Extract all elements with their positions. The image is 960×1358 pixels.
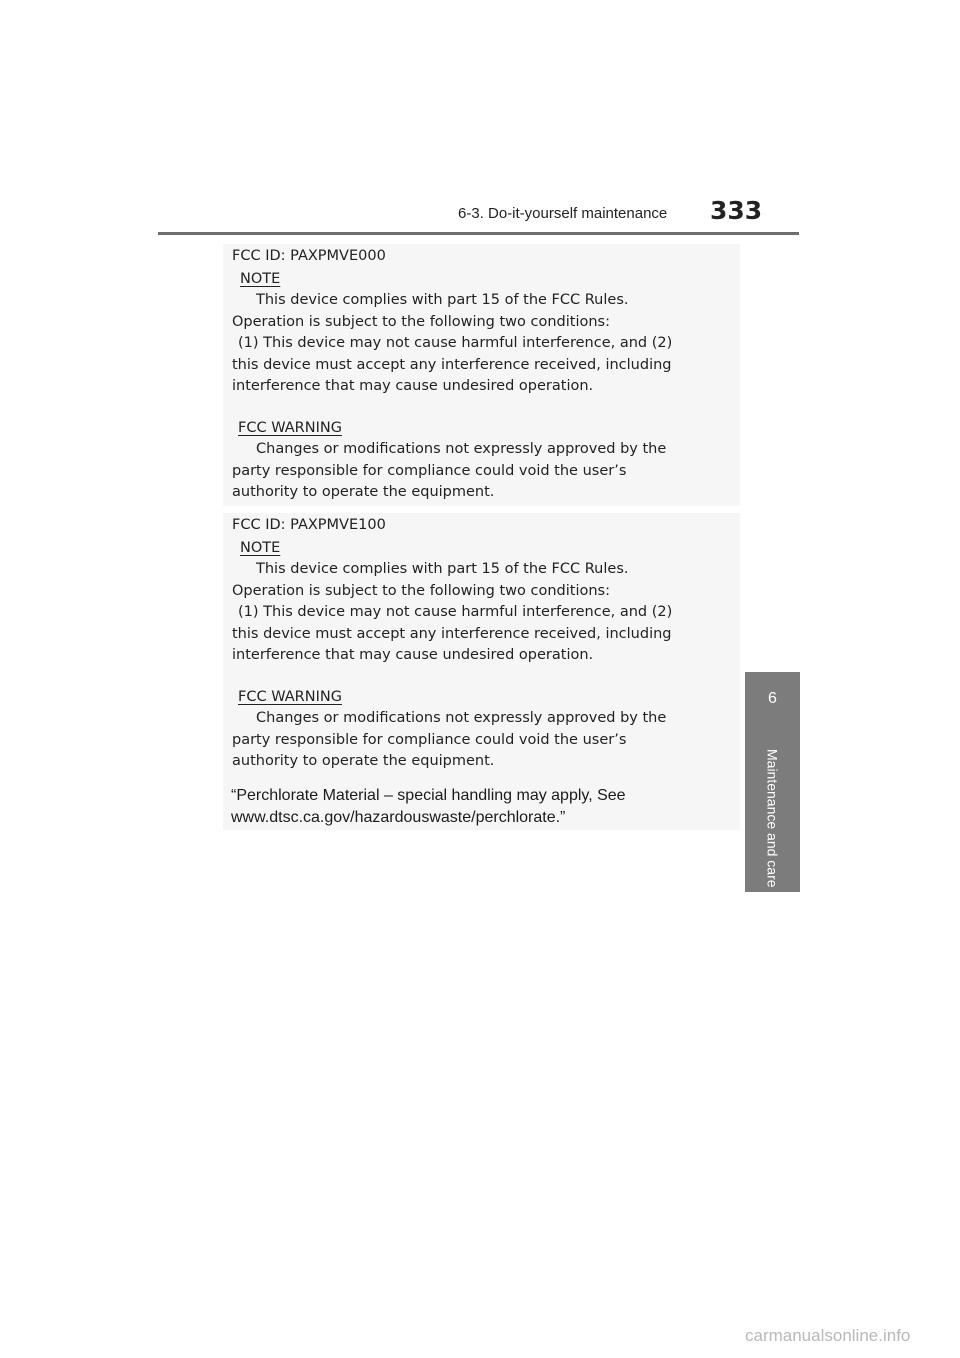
warning-line: authority to operate the equipment. [232,753,495,769]
note-line: Operation is subject to the following two conditions: [232,314,610,330]
note-heading: NOTE [240,271,281,287]
chapter-number: 6 [768,690,777,707]
note-line: interference that may cause undesired operation. [232,647,594,663]
warning-line: Changes or modifications not expressly approved by the [256,441,667,457]
note-line: This device complies with part 15 of the FCC Rules. [256,561,629,577]
warning-heading: FCC WARNING [238,689,342,705]
section-title: 6-3. Do-it-yourself maintenance [458,205,668,222]
chapter-label: Maintenance and care [764,749,781,888]
perchlorate-url: www.dtsc.ca.gov/hazardouswaste/perchlorate.” [231,809,566,826]
note-heading: NOTE [240,540,281,556]
note-line: interference that may cause undesired operation. [232,378,594,394]
warning-line: authority to operate the equipment. [232,484,495,500]
watermark: carmanualsonline.info [745,1326,911,1345]
note-line: Operation is subject to the following two conditions: [232,583,610,599]
warning-line: Changes or modifications not expressly approved by the [256,710,667,726]
chapter-tab [745,672,800,892]
page-number: 333 [710,196,763,225]
note-line: (1) This device may not cause harmful interference, and (2) [238,604,673,620]
note-line: this device must accept any interference received, including [232,626,672,642]
fcc-notice-block [223,513,740,780]
header-divider [158,232,799,235]
note-line: this device must accept any interference received, including [232,357,672,373]
perchlorate-line: “Perchlorate Material – special handling may apply, See [231,787,626,804]
fcc-id: FCC ID: PAXPMVE000 [232,248,386,264]
warning-heading: FCC WARNING [238,420,342,436]
note-line: (1) This device may not cause harmful interference, and (2) [238,335,673,351]
fcc-notice-block [223,244,740,506]
warning-line: party responsible for compliance could void the user’s [232,463,627,479]
perchlorate-notice [223,780,740,830]
note-line: This device complies with part 15 of the FCC Rules. [256,292,629,308]
fcc-id: FCC ID: PAXPMVE100 [232,517,386,533]
warning-line: party responsible for compliance could void the user’s [232,732,627,748]
